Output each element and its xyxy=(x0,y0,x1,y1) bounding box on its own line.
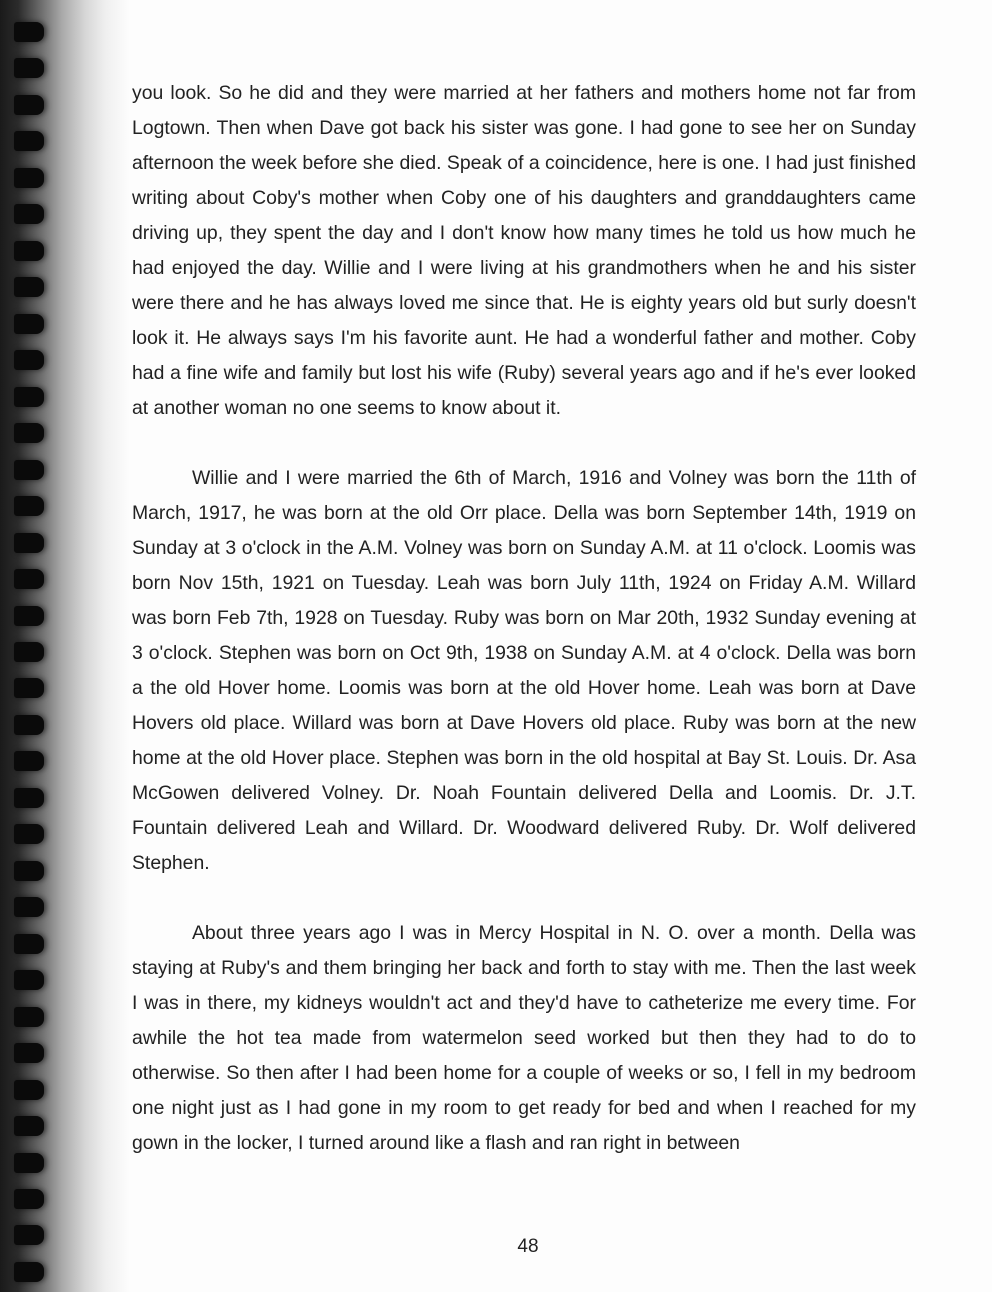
binding-hole xyxy=(14,715,44,735)
binding-hole xyxy=(14,496,44,516)
binding-hole xyxy=(14,314,44,334)
binding-hole xyxy=(14,22,44,42)
binding-hole xyxy=(14,1153,44,1173)
binding-hole xyxy=(14,533,44,553)
paragraph-coby: you look. So he did and they were married at her fathers and mothers home not far from Logtown. Then when Dave got back his sister was gone. I had gone to see her on Sunday afternoon the week before she died. Speak of a coincidence, here is one. I had just finished writing about Coby's mother when Coby one of his daughters and granddaughters came driving up, they spent the day and I don't know how many times he told us how much he had enjoyed the day. Willie and I were living at his grandmothers when he and his sister were there and he has always loved me since that. He is eighty years old but surly doesn't look it. He always says I'm his favorite aunt. He had a wonderful father and mother. Coby had a fine wife and family but lost his wife (Ruby) several years ago and if he's ever looked at another woman no one seems to know about it. xyxy=(132,82,916,419)
binding-hole xyxy=(14,1189,44,1209)
page-number: 48 xyxy=(517,1236,539,1257)
binding-hole xyxy=(14,1007,44,1027)
binding-hole xyxy=(14,788,44,808)
binding-hole xyxy=(14,204,44,224)
binding-hole xyxy=(14,751,44,771)
binding-hole xyxy=(14,678,44,698)
binding-hole xyxy=(14,131,44,151)
binding-hole xyxy=(14,934,44,954)
binding-hole xyxy=(14,569,44,589)
binding-hole xyxy=(14,1080,44,1100)
document-body xyxy=(132,76,916,1196)
binding-hole xyxy=(14,1262,44,1282)
paragraph-births: Willie and I were married the 6th of March, 1916 and Volney was born the 11th of March, 1917, he was born at the old Orr place. Della was born September 14th, 1919 on Sunday at 3 o'clock in the A.M. Volney was born on Sunday A.M. at 11 o'clock. Loomis was born Nov 15th, 1921 on Tuesday. Leah was born July 11th, 1924 on Friday A.M. Willard was born Feb 7th, 1928 on Tuesday. Ruby was born on Mar 20th, 1932 Sunday evening at 3 o'clock. Stephen was born on Oct 9th, 1938 on Sunday A.M. at 4 o'clock. Della was born a the old Hover home. Loomis was born at the old Hover home. Leah was born at Dave Hovers old place. Willard was born at Dave Hovers old place. Ruby was born at the new home at the old Hover place. Stephen was born in the old hospital at Bay St. Louis. Dr. Asa McGowen delivered Volney. Dr. Noah Fountain delivered Della and Loomis. Dr. J.T. Fountain delivered Leah and Willard. Dr. Woodward delivered Ruby. Dr. Wolf delivered Stephen. xyxy=(132,467,916,874)
binding-hole xyxy=(14,387,44,407)
binding-holes xyxy=(14,22,48,1282)
binding-hole xyxy=(14,58,44,78)
binding-hole xyxy=(14,350,44,370)
binding-hole xyxy=(14,241,44,261)
binding-hole xyxy=(14,897,44,917)
paragraph-hospital: About three years ago I was in Mercy Hospital in N. O. over a month. Della was staying at Ruby's and them bringing her back and forth to stay with me. Then the last week I was in there, my kidneys wouldn't act and they'd have to catheterize me every time. For awhile the hot tea made from watermelon seed worked but then they had to do to otherwise. So then after I had been home for a couple of weeks or so, I fell in my bedroom one night just as I had gone in my room to get ready for bed and when I reached for my gown in the locker, I turned around like a flash and ran right in between xyxy=(132,922,916,1154)
binding-hole xyxy=(14,277,44,297)
binding-hole xyxy=(14,168,44,188)
binding-hole xyxy=(14,423,44,443)
binding-hole xyxy=(14,970,44,990)
binding-hole xyxy=(14,95,44,115)
binding-hole xyxy=(14,606,44,626)
binding-hole xyxy=(14,1116,44,1136)
binding-hole xyxy=(14,1043,44,1063)
binding-hole xyxy=(14,824,44,844)
binding-hole xyxy=(14,642,44,662)
binding-hole xyxy=(14,460,44,480)
binding-hole xyxy=(14,861,44,881)
